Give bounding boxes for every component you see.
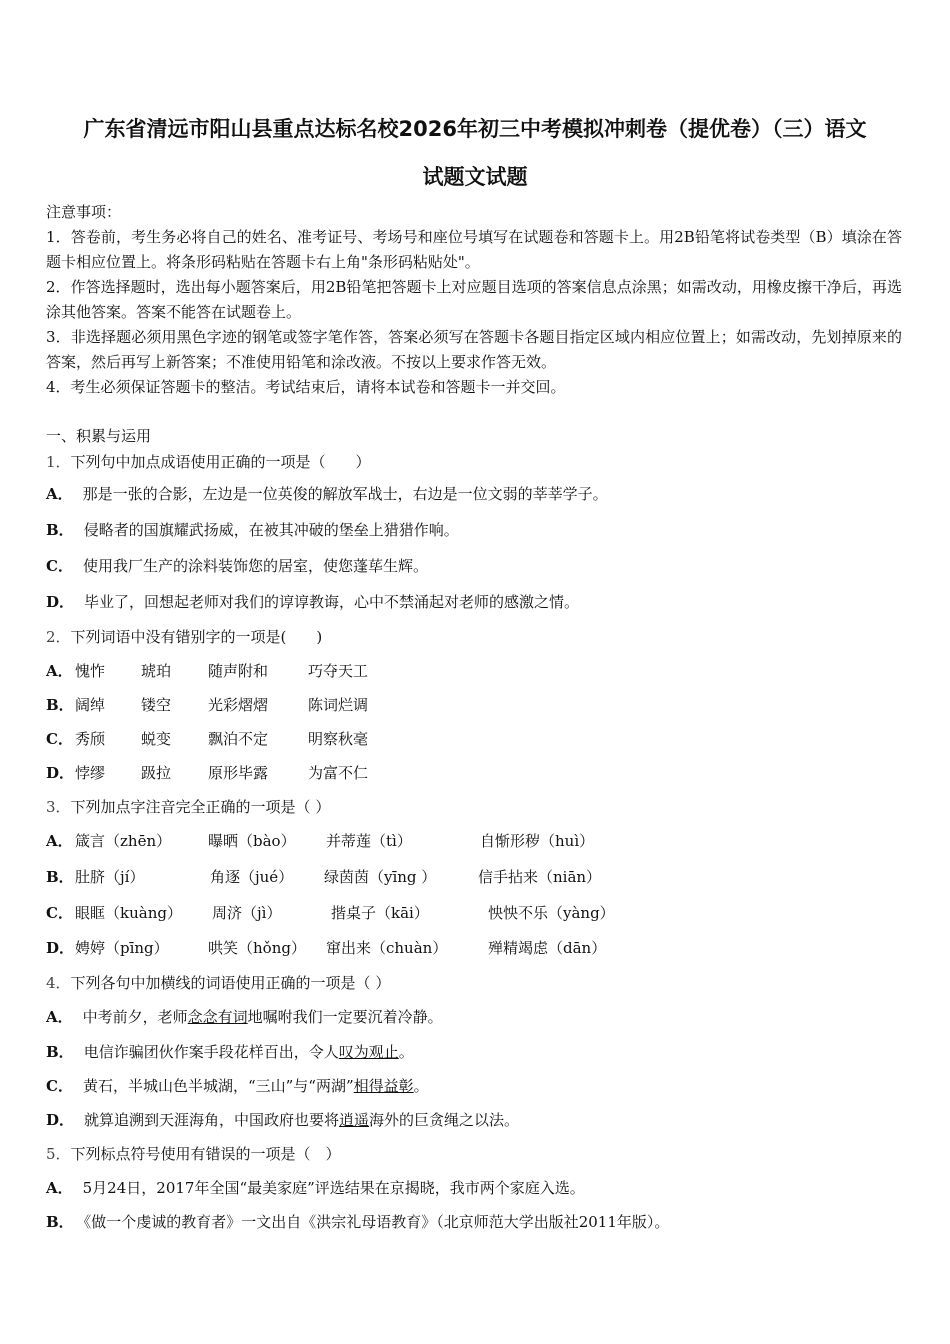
note-item: 3．非选择题必须用黑色字迹的钢笔或签字笔作答，答案必须写在答题卡各题目指定区域内相应位置上；如需改动，先划掉原来的答案，然后再写上新答案；不准使用铅笔和涂改液。不按以上要求作答无效。 [46, 328, 902, 371]
q4-option-c [46, 1075, 429, 1096]
option-word: 箴言（zhēn） [75, 832, 172, 850]
q1-option-a [46, 483, 608, 504]
option-word: 哄笑（hǒng） [208, 939, 306, 957]
q1-option-b [46, 519, 459, 540]
q1-option-c [46, 555, 428, 576]
underlined-phrase: 相得益彰 [353, 1077, 414, 1095]
option-word: 曝晒（bào） [208, 832, 296, 850]
note-item: 4．考生必须保证答题卡的整洁。考试结束后，请将本试卷和答题卡一并交回。 [46, 378, 566, 396]
option-text: 那是一张的合影，左边是一位英俊的解放军战士，右边是一位文弱的莘莘学子。 [82, 485, 608, 503]
option-text: 电信诈骗团伙作案手段花样百出，令人 [83, 1043, 339, 1061]
option-label: A． [46, 485, 73, 503]
question-1 [46, 451, 371, 472]
option-word: 随声附和 [208, 662, 269, 680]
option-text: 就算追溯到天涯海角，中国政府也要将 [84, 1111, 340, 1129]
option-word: 明察秋毫 [308, 730, 369, 748]
option-label: C． [46, 557, 73, 575]
option-label: B． [46, 521, 74, 539]
question-stem: 下列标点符号使用有错误的一项是（ ） [70, 1145, 341, 1163]
option-text: 地嘱咐我们一定要沉着冷静。 [247, 1008, 443, 1026]
option-text: 中考前夕，老师 [82, 1008, 188, 1026]
option-word: 角逐（jué） [210, 868, 294, 886]
q5-option-a [46, 1177, 585, 1198]
option-text: 黄石，半城山色半城湖，“三山”与“两湖” [82, 1077, 354, 1095]
option-text: 海外的巨贪绳之以法。 [369, 1111, 520, 1129]
note-item: 1．答卷前，考生务必将自己的姓名、准考证号、考场号和座位号填写在试题卷和答题卡上。用2B铅笔将试卷类型（B）填涂在答题卡相应位置上。将条形码粘贴在答题卡右上角"条形码粘贴处"。 [46, 228, 902, 271]
option-text: 使用我厂生产的涂料装饰您的居室，使您蓬荜生辉。 [82, 557, 428, 575]
question-stem: 下列句中加点成语使用正确的一项是（ ） [70, 453, 371, 471]
option-text: 毕业了，回想起老师对我们的谆谆教诲，心中不禁涌起对老师的感激之情。 [84, 593, 580, 611]
option-word: 悖缪 [75, 764, 106, 782]
option-label: A． [46, 1008, 73, 1026]
option-label: D． [46, 593, 75, 611]
option-label: A． [46, 662, 73, 680]
question-number: 2． [46, 628, 71, 646]
question-stem: 下列各句中加横线的词语使用正确的一项是（ ） [70, 974, 391, 992]
option-label: A． [46, 1179, 73, 1197]
q4-option-b [46, 1041, 414, 1062]
option-label: C． [46, 730, 73, 748]
section-heading: 一、积累与运用 [46, 427, 152, 445]
notes-block [46, 200, 902, 400]
option-word: 信手拈来（niān） [478, 868, 602, 886]
question-number: 1． [46, 453, 71, 471]
option-label: C． [46, 904, 73, 922]
option-label: C． [46, 1077, 73, 1095]
question-number: 3． [46, 798, 71, 816]
underlined-phrase: 念念有词 [187, 1008, 248, 1026]
notes-heading: 注意事项： [46, 203, 122, 221]
option-word: 陈词烂调 [308, 696, 369, 714]
option-label: B． [46, 1043, 74, 1061]
option-word: 愧怍 [75, 662, 106, 680]
question-5 [46, 1143, 341, 1164]
option-label: B． [46, 696, 74, 714]
option-word: 并蒂莲（tì） [326, 832, 412, 850]
q4-option-d [46, 1109, 519, 1130]
option-word: 周济（jì） [212, 904, 282, 922]
option-text: 。 [413, 1077, 429, 1095]
option-word: 飘泊不定 [208, 730, 269, 748]
option-label: B． [46, 868, 74, 886]
option-word: 眼眶（kuàng） [75, 904, 182, 922]
underlined-phrase: 叹为观止 [338, 1043, 399, 1061]
page-title: 广东省清远市阳山县重点达标名校2026年初三中考模拟冲刺卷（提优卷）（三）语文 [83, 117, 867, 141]
question-number: 4． [46, 974, 71, 992]
option-word: 巧夺天工 [308, 662, 369, 680]
option-label: D． [46, 1111, 75, 1129]
option-word: 绿茵茵（yīng ） [324, 868, 437, 886]
option-word: 殚精竭虑（dān） [488, 939, 607, 957]
option-word: 怏怏不乐（yàng） [488, 904, 615, 922]
question-stem: 下列加点字注音完全正确的一项是（ ） [70, 798, 331, 816]
option-word: 原形毕露 [208, 764, 269, 782]
option-text: 侵略者的国旗耀武扬威，在被其冲破的堡垒上猎猎作响。 [83, 521, 459, 539]
option-word: 趿拉 [141, 764, 172, 782]
question-2 [46, 626, 322, 647]
q1-option-d [46, 591, 579, 612]
question-3 [46, 796, 330, 817]
option-word: 光彩熠熠 [208, 696, 269, 714]
option-word: 窜出来（chuàn） [326, 939, 448, 957]
option-text: 《做一个虔诚的教育者》一文出自《洪宗礼母语教育》（北京师范大学出版社2011年版）。 [83, 1213, 670, 1231]
question-4 [46, 972, 390, 993]
option-text: 。 [398, 1043, 414, 1061]
underlined-phrase: 逍遥 [339, 1111, 370, 1129]
note-item: 2．作答选择题时，选出每小题答案后，用2B铅笔把答题卡上对应题目选项的答案信息点涂黑；如需改动，用橡皮擦干净后，再选涂其他答案。答案不能答在试题卷上。 [46, 278, 902, 321]
option-word: 蜕变 [141, 730, 172, 748]
q4-option-a [46, 1006, 443, 1027]
option-label: A． [46, 832, 73, 850]
option-text: 5月24日，2017年全国“最美家庭”评选结果在京揭晓，我市两个家庭入选。 [82, 1179, 585, 1197]
option-word: 琥珀 [141, 662, 172, 680]
option-word: 揩桌子（kāi） [331, 904, 429, 922]
option-word: 自惭形秽（huì） [480, 832, 595, 850]
option-label: B． [46, 1213, 74, 1231]
q5-option-b [46, 1211, 669, 1232]
question-number: 5． [46, 1145, 71, 1163]
option-word: 镂空 [141, 696, 172, 714]
option-word: 阔绰 [75, 696, 106, 714]
page-title-continued: 试题文试题 [422, 165, 528, 189]
option-word: 娉婷（pīng） [75, 939, 169, 957]
question-stem: 下列词语中没有错别字的一项是( ) [70, 628, 323, 646]
option-word: 秀颀 [75, 730, 106, 748]
option-word: 肚脐（jí） [75, 868, 145, 886]
option-label: D． [46, 764, 75, 782]
option-label: D． [46, 939, 75, 957]
option-word: 为富不仁 [308, 764, 369, 782]
